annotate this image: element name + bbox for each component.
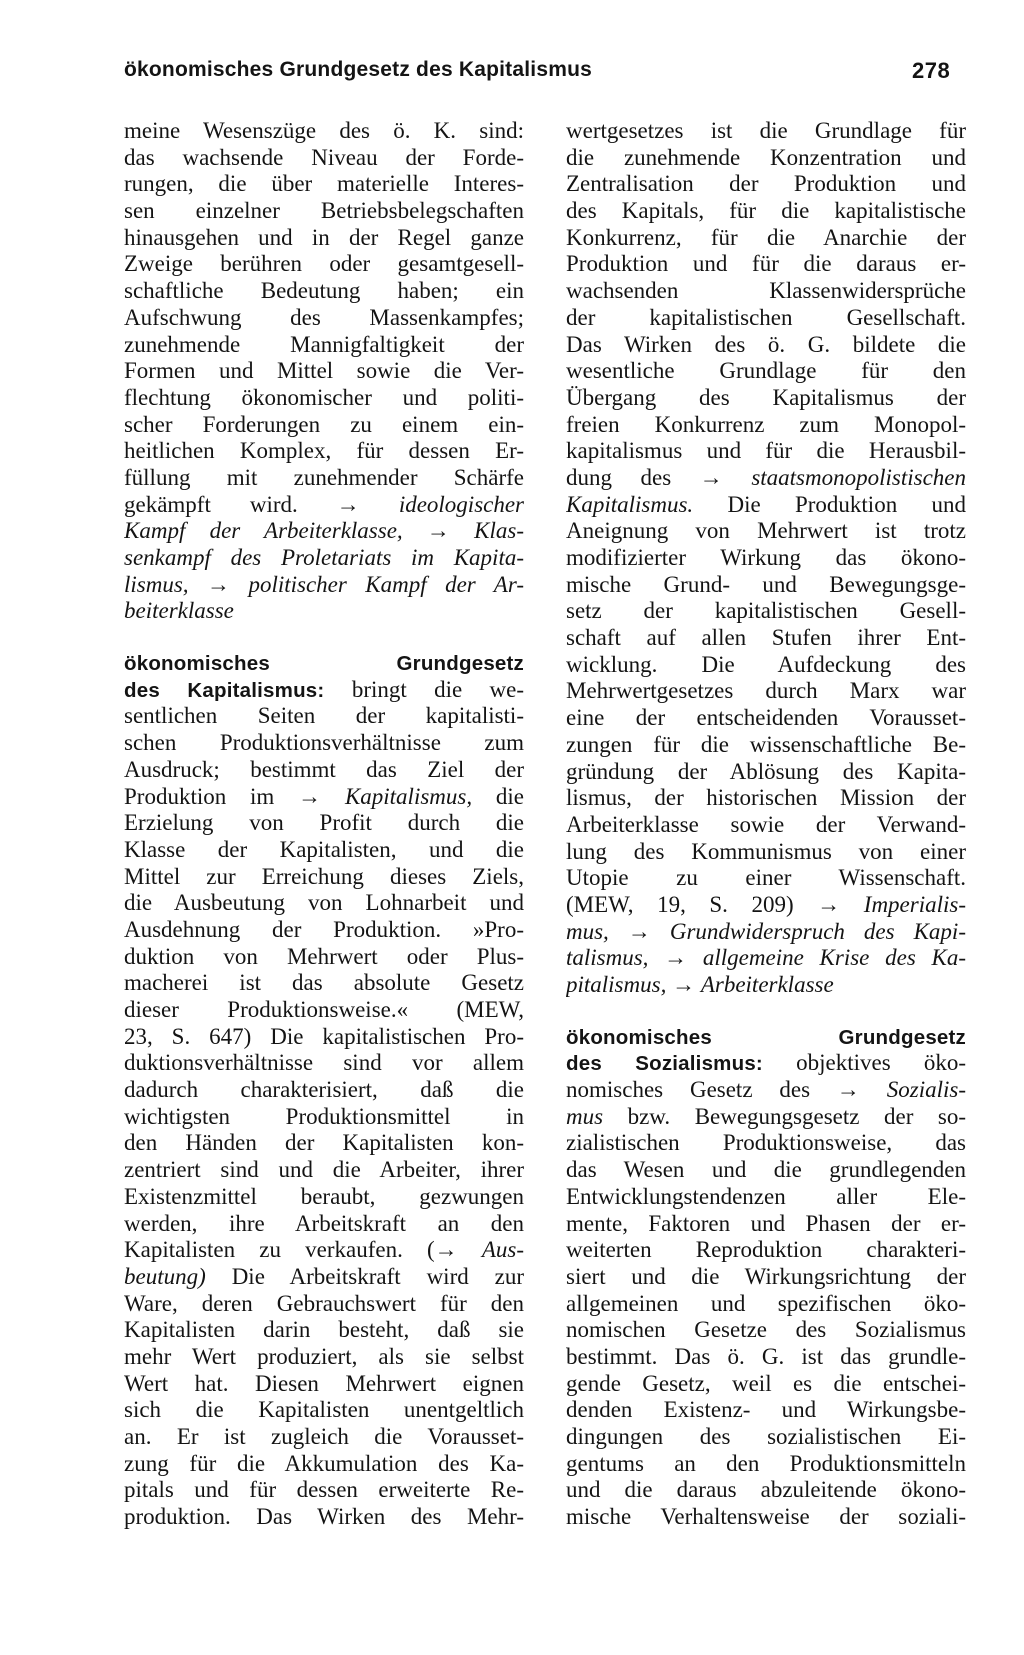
text-line: Entwicklungstendenzen aller Ele- [566,1183,966,1209]
arrow-icon: → [672,972,696,997]
text-line: Mehrwertgesetzes durch Marx war [566,678,966,704]
text-line: zentriert sind und die Arbeiter, ihrer [124,1157,524,1183]
cross-reference: beiterklasse [124,598,234,624]
text-line [124,572,524,599]
text-line: die zunehmende Konzentration und [566,144,966,170]
text-line: nomischen Gesetze des Sozialismus [566,1317,966,1343]
text-line: sen einzelner Betriebsbelegschaften [124,198,524,224]
text-line: Arbeiterklasse sowie der Verwand- [566,811,966,837]
text-line: dingungen des sozialistischen Ei- [566,1424,966,1449]
entry-headword: Grundgesetz [396,652,524,676]
cross-reference: pitalismus, [566,972,667,997]
text-line [124,784,524,811]
text-line: scher Forderungen zu einem ein- [124,411,524,437]
text-line: Aufschwung des Massenkampfes; [124,304,524,330]
text-line: schaft auf allen Stufen ihrer Ent- [566,625,966,651]
text-line: pitals und für dessen erweiterte Re- [124,1477,524,1503]
cross-reference: lismus, → politischer Kampf der Ar- [124,571,524,597]
text-line: Zentralisation der Produktion und [566,171,966,197]
text-line: 23, S. 647) Die kapitalistischen Pro- [124,1023,524,1049]
text-line: Ware, deren Gebrauchswert für den [124,1290,524,1316]
text-line: Existenzmittel beraubt, gezwungen [124,1183,524,1209]
text-line: schen Produktionsverhältnisse zum [124,730,524,756]
text-line [566,972,966,999]
cross-reference: Aus- [481,1237,524,1263]
text-line: Zweige berühren oder gesamtgesell- [124,251,524,277]
text-line [124,545,524,572]
text-line: dadurch charakterisiert, daß die [124,1077,524,1103]
text-line: Das Wirken des ö. G. bildete die [566,331,966,357]
text-line: dieser Produktionsweise.« (MEW, [124,997,524,1022]
entry-headword: Grundgesetz [838,1025,966,1049]
text-line: hinausgehen und in der Regel ganze [124,224,524,250]
text-line [566,1077,966,1104]
text-line: produktion. Das Wirken des Mehr- [124,1504,524,1530]
text-line [566,465,966,492]
running-title: ökonomisches Grundgesetz des Kapitalismus [124,58,592,81]
text-line: setz der kapitalistischen Gesell- [566,598,966,624]
text-line: meine Wesenszüge des ö. K. sind: [124,118,524,143]
text-line: gende Gesetz, weil es die entschei- [566,1370,966,1396]
text-run: bzw. Bewegungsgesetz der so- [627,1103,966,1129]
text-line: wesentliche Grundlage für den [566,358,966,384]
text-line: duktionsverhältnisse sind vor allem [124,1050,524,1076]
text-run: (MEW, 19, S. 209) → [566,891,841,917]
text-run: nomisches Gesetz des → [566,1077,860,1103]
text-line [124,1264,524,1291]
entry-headword: ökonomisches [124,652,270,676]
text-line [566,492,966,519]
text-line: Mittel zur Erreichung dieses Ziels, [124,863,524,889]
text-run: Produktion im → [124,783,322,809]
text-line: zungen für die wissenschaftliche Be- [566,731,966,757]
text-line: Kapitalisten darin besteht, daß sie [124,1317,524,1343]
arrow-icon: → [627,918,651,944]
text-line: mische Verhaltensweise der soziali- [566,1504,966,1530]
text-line: der kapitalistischen Gesellschaft. [566,304,966,330]
text-line: mente, Faktoren und Phasen der er- [566,1210,966,1236]
text-line: wichtigsten Produktionsmittel in [124,1103,524,1129]
text-line: lung des Kommunismus von einer [566,838,966,864]
text-line: weiterten Reproduktion charakteri- [566,1237,966,1263]
text-line: wachsenden Klassenwidersprüche [566,278,966,304]
text-line [566,945,966,972]
text-run: Die Produktion und [727,491,966,517]
text-line [124,1237,524,1264]
text-line: wertgesetzes ist die Grundlage für [566,118,966,143]
text-line: werden, ihre Arbeitskraft an den [124,1210,524,1236]
cross-reference: Kampf der Arbeiterklasse, → Klas- [124,518,524,544]
cross-reference: Kapitalismus. [566,491,694,517]
text-run: die [495,783,524,809]
text-line: flechtung ökonomischer und politi- [124,384,524,410]
text-line: mehr Wert produziert, als sie selbst [124,1343,524,1369]
text-line: zung für die Akkumulation des Ka- [124,1450,524,1476]
text-line: Wert hat. Diesen Mehrwert eignen [124,1370,524,1396]
text-line [124,492,524,519]
text-line: freien Konkurrenz zum Monopol- [566,411,966,437]
entry-headword: ökonomisches [566,1025,712,1049]
text-line: und die daraus abzuleitende ökono- [566,1477,966,1503]
cross-reference: beutung) [124,1263,206,1289]
text-line: duktion von Mehrwert oder Plus- [124,943,524,969]
left-column [124,118,524,1531]
text-line: kapitalismus und für die Herausbil- [566,438,966,464]
right-column [566,118,966,1531]
text-line [566,892,966,919]
text-run: dung des → [566,464,723,490]
entry-headword: des Sozialismus: [566,1052,763,1076]
cross-reference: mus, [566,918,609,944]
text-run: bringt die we- [351,676,524,702]
text-line [566,1104,966,1131]
text-line: die Ausbeutung von Lohnarbeit und [124,890,524,916]
text-run: objektives öko- [796,1050,966,1076]
text-line: heitlichen Komplex, für dessen Er- [124,438,524,464]
entry-headword-line [566,1024,966,1051]
text-line: an. Er ist zugleich die Vorausset- [124,1424,524,1449]
text-line: des Kapitals, für die kapitalistische [566,198,966,224]
cross-reference: mus [566,1103,604,1129]
cross-reference: Arbeiterklasse [700,972,834,997]
text-line: zunehmende Mannigfaltigkeit der [124,331,524,357]
text-line: siert und die Wirkungsrichtung der [566,1263,966,1289]
cross-reference: Kapitalismus, [344,783,473,809]
page-number: 278 [912,58,951,83]
entry-headword: des Kapitalismus: [124,678,325,702]
text-line [124,518,524,545]
text-line [124,677,524,704]
text-line: Ausdruck; bestimmt das Ziel der [124,756,524,782]
text-line: Formen und Mittel sowie die Ver- [124,358,524,384]
text-line: schaftliche Bedeutung haben; ein [124,278,524,304]
text-line [566,919,966,946]
text-line: den Händen der Kapitalisten kon- [124,1130,524,1156]
text-line: bestimmt. Das ö. G. ist das grundle- [566,1343,966,1369]
text-line: zialistischen Produktionsweise, das [566,1130,966,1156]
text-line: denden Existenz- und Wirkungsbe- [566,1397,966,1423]
text-line: eine der entscheidenden Vorausset- [566,705,966,731]
text-line: Aneignung von Mehrwert ist trotz [566,518,966,544]
text-line: rungen, die über materielle Interes- [124,171,524,197]
text-line: Utopie zu einer Wissenschaft. [566,865,966,891]
text-line: Übergang des Kapitalismus der [566,384,966,410]
cross-reference: Sozialis- [886,1077,966,1103]
text-line: modifizierter Wirkung das ökono- [566,545,966,570]
cross-reference: Imperialis- [863,891,966,917]
text-line: wicklung. Die Aufdeckung des [566,651,966,677]
cross-reference: talismus, [566,945,649,971]
text-run: gekämpft wird. → [124,491,360,517]
cross-reference: ideologischer [398,491,524,517]
text-line: allgemeinen und spezifischen öko- [566,1290,966,1316]
text-line [566,1050,966,1077]
arrow-icon: → [664,945,688,971]
text-line [124,598,524,625]
text-line: gründung der Ablösung des Kapita- [566,758,966,784]
text-line: sich die Kapitalisten unentgeltlich [124,1397,524,1423]
text-line: das wachsende Niveau der Forde- [124,144,524,170]
text-line: Erzielung von Profit durch die [124,810,524,836]
text-line: gentums an den Produktionsmitteln [566,1450,966,1476]
text-line: lismus, der historischen Mission der [566,785,966,811]
text-line: Ausdehnung der Produktion. »Pro- [124,916,524,942]
text-line: Produktion und für die daraus er- [566,251,966,277]
text-line: sentlichen Seiten der kapitalisti- [124,703,524,729]
cross-reference: staatsmonopolistischen [751,464,966,490]
text-line: macherei ist das absolute Gesetz [124,970,524,996]
cross-reference: senkampf des Proletariats im Kapita- [124,545,524,570]
cross-reference: allgemeine Krise des Ka- [702,945,966,971]
text-run: Kapitalisten zu verkaufen. (→ [124,1237,458,1263]
entry-headword-line [124,650,524,677]
text-line: füllung mit zunehmender Schärfe [124,464,524,490]
text-line: Klasse der Kapitalisten, und die [124,836,524,862]
text-line: das Wesen und die grundlegenden [566,1157,966,1183]
cross-reference: Grundwiderspruch des Kapi- [669,918,966,944]
text-run: Die Arbeitskraft wird zur [231,1263,524,1289]
text-line: Konkurrenz, für die Anarchie der [566,224,966,250]
text-line: mische Grund- und Bewegungsge- [566,571,966,597]
